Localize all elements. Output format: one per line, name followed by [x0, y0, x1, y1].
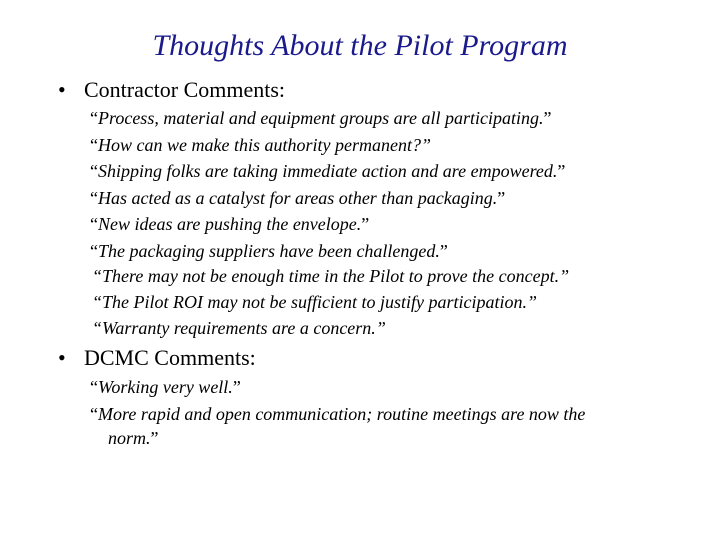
bullet-icon: • — [58, 77, 66, 102]
list-item: “How can we make this authority permanent?” — [90, 135, 431, 155]
bullet-dcmc-comments — [58, 345, 256, 371]
section-heading: DCMC Comments: — [84, 345, 256, 370]
list-item: “Working very well.” — [90, 377, 241, 397]
list-item: “Has acted as a catalyst for areas other than packaging.” — [90, 188, 506, 208]
list-item: “New ideas are pushing the envelope.” — [90, 214, 370, 234]
list-item: “The Pilot ROI may not be sufficient to justify participation.” — [92, 292, 537, 312]
list-item: “More rapid and open communication; routine meetings are now the — [90, 404, 586, 424]
list-item: “Warranty requirements are a concern.” — [92, 318, 386, 338]
list-item: “The packaging suppliers have been challenged.” — [90, 241, 448, 261]
list-item: “There may not be enough time in the Pilot to prove the concept.” — [92, 266, 570, 286]
list-item: “Shipping folks are taking immediate action and are empowered.” — [90, 161, 566, 181]
slide-title: Thoughts About the Pilot Program — [152, 29, 568, 62]
section-heading: Contractor Comments: — [84, 77, 286, 102]
bullet-contractor-comments — [58, 77, 285, 103]
list-item: “Process, material and equipment groups are all participating.” — [90, 108, 552, 128]
bullet-icon: • — [58, 345, 66, 370]
list-item-continuation: norm.” — [108, 428, 159, 448]
